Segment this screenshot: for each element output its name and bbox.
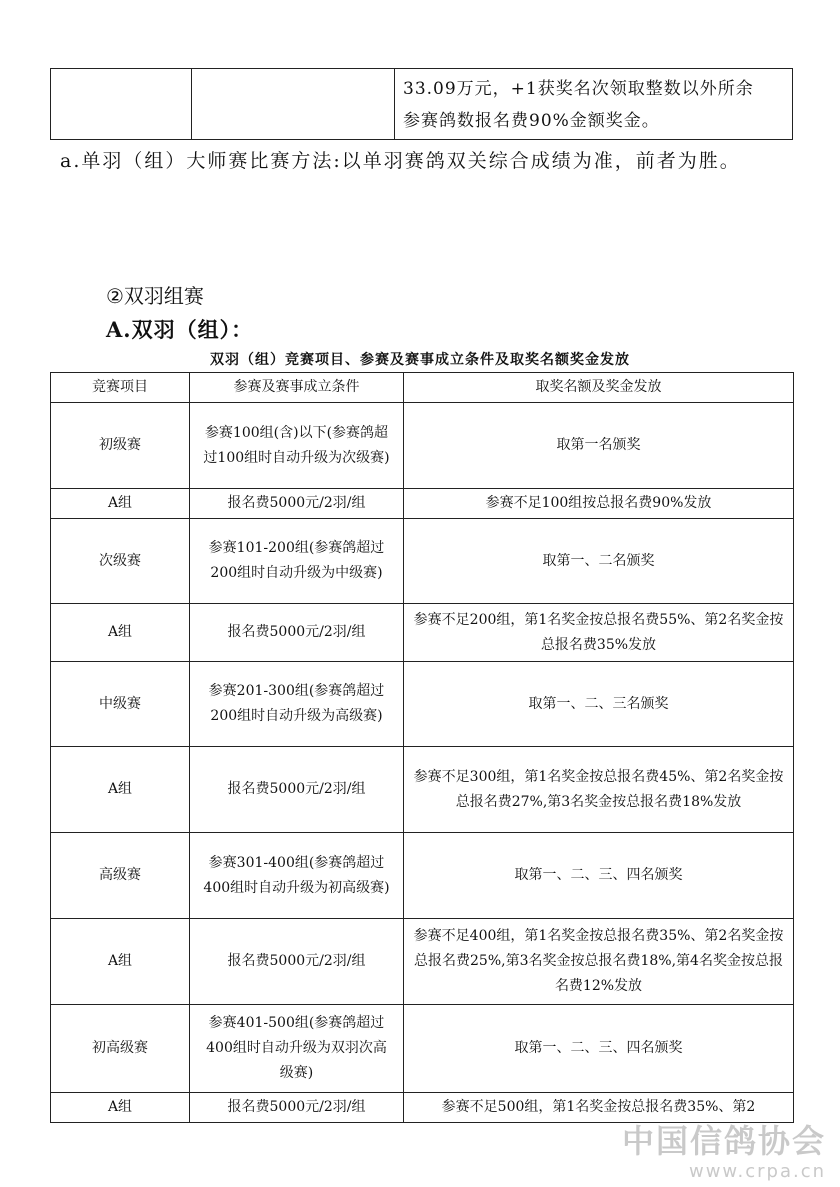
section-title: ②双羽组赛 [106, 284, 204, 308]
table-row [51, 662, 794, 747]
cell-condition: 报名费5000元/2羽/组 [190, 1093, 404, 1123]
table-cell-award [395, 69, 793, 140]
subsection-title: A.双羽（组）： [106, 317, 254, 342]
cell-item: 次级赛 [51, 519, 190, 604]
cell-item: 高级赛 [51, 833, 190, 919]
watermark-org-name: 中国信鸽协会 [621, 1122, 826, 1160]
continued-table [50, 68, 793, 140]
table-cell-empty [51, 69, 192, 140]
rule-note: a.单羽（组）大师赛比赛方法:以单羽赛鸽双关综合成绩为准，前者为胜。 [60, 150, 741, 172]
table-row [51, 403, 794, 489]
cell-condition: 报名费5000元/2羽/组 [190, 919, 404, 1005]
cell-award: 参赛不足100组按总报名费90%发放 [404, 489, 794, 519]
table-row [51, 833, 794, 919]
table-row [51, 747, 794, 833]
cell-condition: 参赛100组(含)以下(参赛鸽超过100组时自动升级为次级赛) [190, 403, 404, 489]
cell-award: 参赛不足300组，第1名奖金按总报名费45%、第2名奖金按总报名费27%,第3名奖金按总报名费18%发放 [404, 747, 794, 833]
cell-item: A组 [51, 604, 190, 662]
table-row [51, 519, 794, 604]
cell-award: 取第一、二名颁奖 [404, 519, 794, 604]
cell-item: A组 [51, 489, 190, 519]
cell-award: 取第一、二、三、四名颁奖 [404, 1005, 794, 1093]
table-header-row [51, 373, 794, 403]
cell-item: 初高级赛 [51, 1005, 190, 1093]
header-item: 竞赛项目 [51, 373, 190, 403]
cell-condition: 参赛101-200组(参赛鸽超过200组时自动升级为中级赛) [190, 519, 404, 604]
table-caption: 双羽（组）竞赛项目、参赛及赛事成立条件及取奖名额奖金发放 [210, 352, 630, 368]
award-line-2: 参赛鸽数报名费90%金额奖金。 [403, 111, 660, 131]
cell-award: 参赛不足500组，第1名奖金按总报名费35%、第2 [404, 1093, 794, 1123]
table-row [51, 919, 794, 1005]
cell-award: 参赛不足400组，第1名奖金按总报名费35%、第2名奖金按总报名费25%,第3名奖金按总报名费18%,第4名奖金按总报名费12%发放 [404, 919, 794, 1005]
cell-award: 参赛不足200组，第1名奖金按总报名费55%、第2名奖金按总报名费35%发放 [404, 604, 794, 662]
cell-award: 取第一、二、三、四名颁奖 [404, 833, 794, 919]
competition-table [50, 372, 794, 1123]
cell-item: A组 [51, 1093, 190, 1123]
award-line-1: 33.09万元，+1获奖名次领取整数以外所余 [403, 79, 754, 99]
cell-item: 初级赛 [51, 403, 190, 489]
cell-condition: 报名费5000元/2羽/组 [190, 747, 404, 833]
header-condition: 参赛及赛事成立条件 [190, 373, 404, 403]
cell-condition: 参赛301-400组(参赛鸽超过400组时自动升级为初高级赛) [190, 833, 404, 919]
header-award: 取奖名额及奖金发放 [404, 373, 794, 403]
cell-condition: 报名费5000元/2羽/组 [190, 489, 404, 519]
cell-award: 取第一名颁奖 [404, 403, 794, 489]
watermark-logo [622, 1121, 826, 1183]
table-row [51, 1005, 794, 1093]
cell-item: 中级赛 [51, 662, 190, 747]
cell-item: A组 [51, 747, 190, 833]
cell-condition: 报名费5000元/2羽/组 [190, 604, 404, 662]
cell-item: A组 [51, 919, 190, 1005]
table-row [51, 1093, 794, 1123]
table-row [51, 604, 794, 662]
cell-award: 取第一、二、三名颁奖 [404, 662, 794, 747]
table-row [51, 489, 794, 519]
cell-condition: 参赛201-300组(参赛鸽超过200组时自动升级为高级赛) [190, 662, 404, 747]
table-cell-empty [192, 69, 395, 140]
watermark-url: www.crpa.cn [688, 1161, 826, 1182]
cell-condition: 参赛401-500组(参赛鸽超过400组时自动升级为双羽次高级赛) [190, 1005, 404, 1093]
